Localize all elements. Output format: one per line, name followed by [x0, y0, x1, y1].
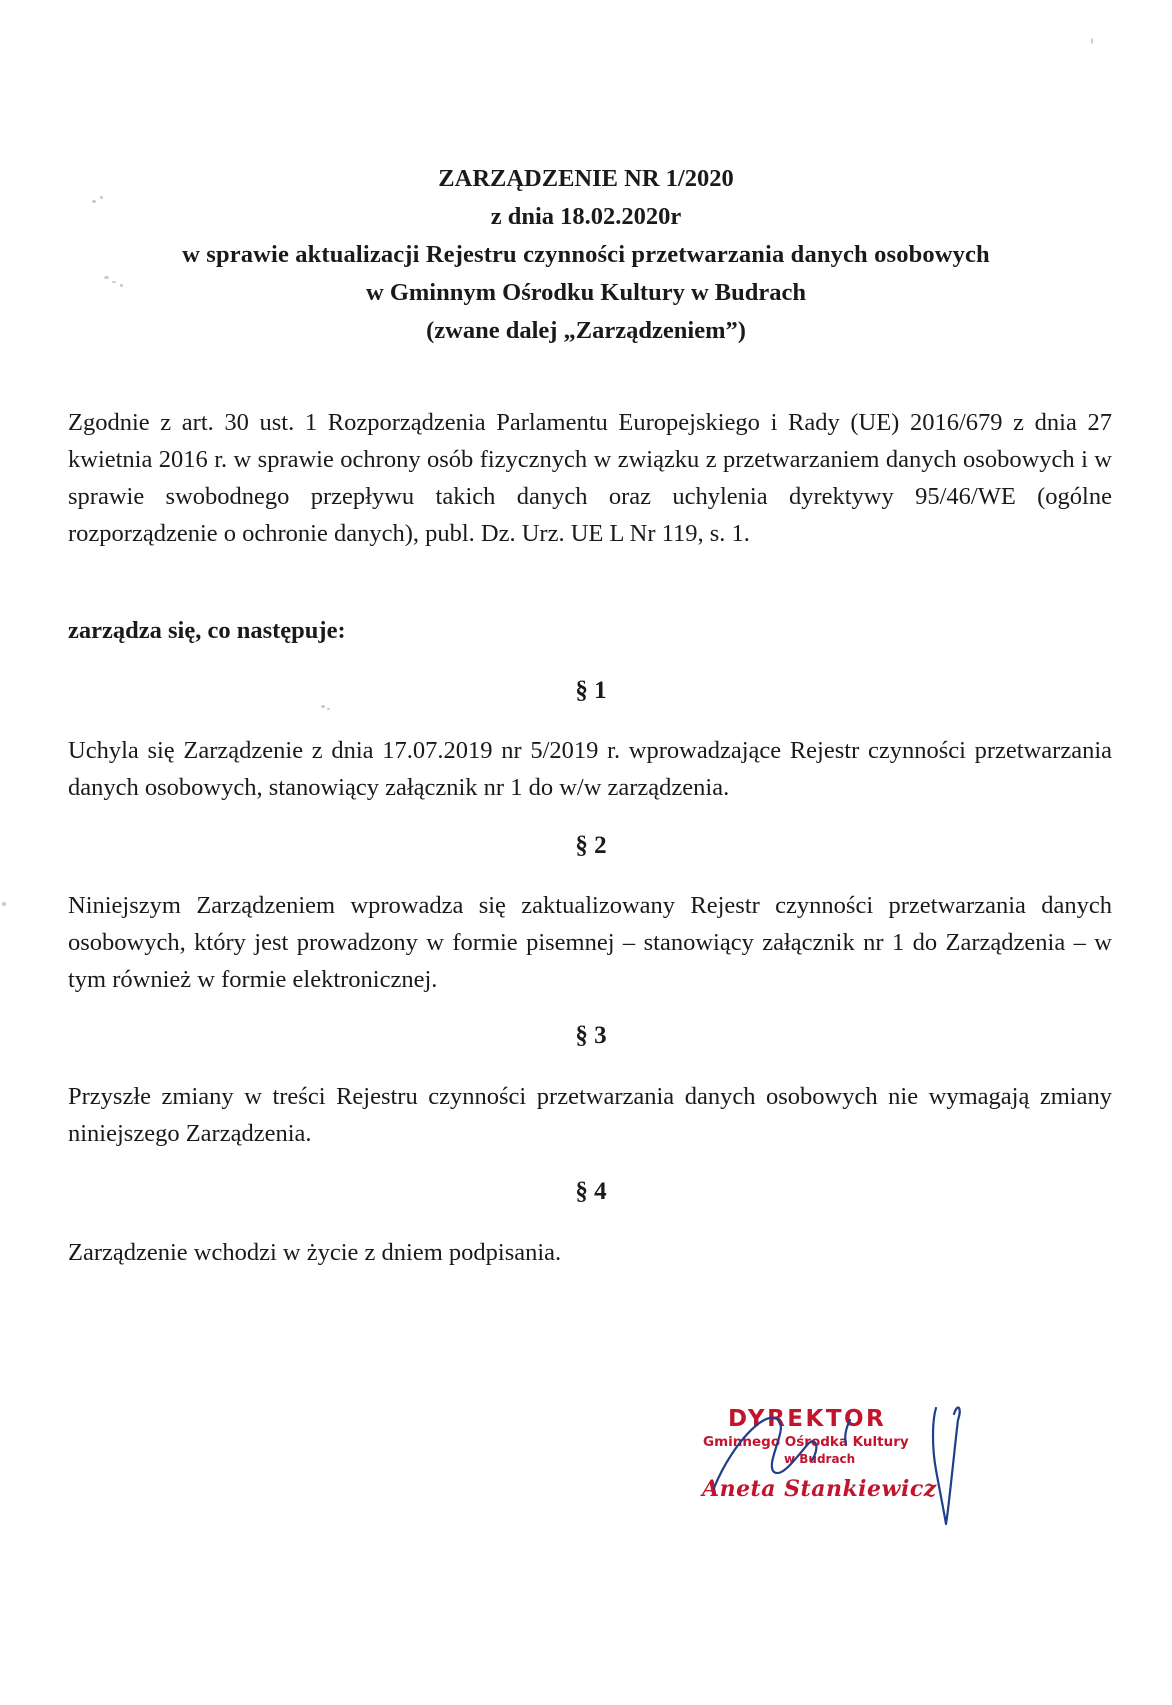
document-title-block	[0, 160, 1172, 350]
document-subject-line-2: w Gminnym Ośrodku Kultury w Budrach	[366, 279, 806, 306]
signature-stroke	[714, 1407, 960, 1524]
decree-heading: zarządza się, co następuje:	[68, 617, 346, 644]
stamp-institution: Gminnego Ośrodka Kultury	[703, 1434, 909, 1450]
legal-basis-paragraph: Zgodnie z art. 30 ust. 1 Rozporządzenia Parlamentu Europejskiego i Rady (UE) 2016/679 z dnia 27 kwietnia 2016 r. w sprawie ochrony osób fizycznych w związku z przetwarzaniem danych osobowych i w sprawie swobodnego przepływu takich danych oraz uchylenia dyrektywy 95/46/WE (ogólne rozporządzenie o ochronie danych), publ. Dz. Urz. UE L Nr 119, s. 1.	[68, 409, 1112, 547]
section-mark-3: § 3	[575, 1022, 607, 1049]
handwritten-signature	[700, 1388, 980, 1538]
section-text-4: Zarządzenie wchodzi w życie z dniem podpisania.	[68, 1239, 562, 1266]
document-alias-line: (zwane dalej „Zarządzeniem”)	[426, 317, 746, 344]
section-mark-4: § 4	[575, 1178, 607, 1205]
section-mark-1: § 1	[575, 677, 607, 704]
scan-speck	[1091, 38, 1093, 44]
stamp-location: w Budrach	[784, 1452, 856, 1466]
stamp-director-name: Aneta Stankiewicz	[702, 1476, 937, 1502]
section-text-3: Przyszłe zmiany w treści Rejestru czynności przetwarzania danych osobowych nie wymagają zmiany niniejszego Zarządzenia.	[68, 1083, 1112, 1147]
section-mark-2: § 2	[575, 832, 607, 859]
document-title: ZARZĄDZENIE NR 1/2020	[438, 165, 734, 192]
stamp-title: DYREKTOR	[728, 1406, 887, 1432]
section-text-1: Uchyla się Zarządzenie z dnia 17.07.2019 nr 5/2019 r. wprowadzające Rejestr czynności przetwarzania danych osobowych, stanowiący załącznik nr 1 do w/w zarządzenia.	[68, 737, 1112, 801]
scan-speck	[2, 902, 6, 906]
section-text-2: Niniejszym Zarządzeniem wprowadza się zaktualizowany Rejestr czynności przetwarzania danych osobowych, który jest prowadzony w formie pisemnej – stanowiący załącznik nr 1 do Zarządzenia – w tym również w formie elektronicznej.	[68, 892, 1112, 993]
document-date: z dnia 18.02.2020r	[490, 203, 682, 230]
document-subject-line-1: w sprawie aktualizacji Rejestru czynności przetwarzania danych osobowych	[182, 241, 990, 268]
